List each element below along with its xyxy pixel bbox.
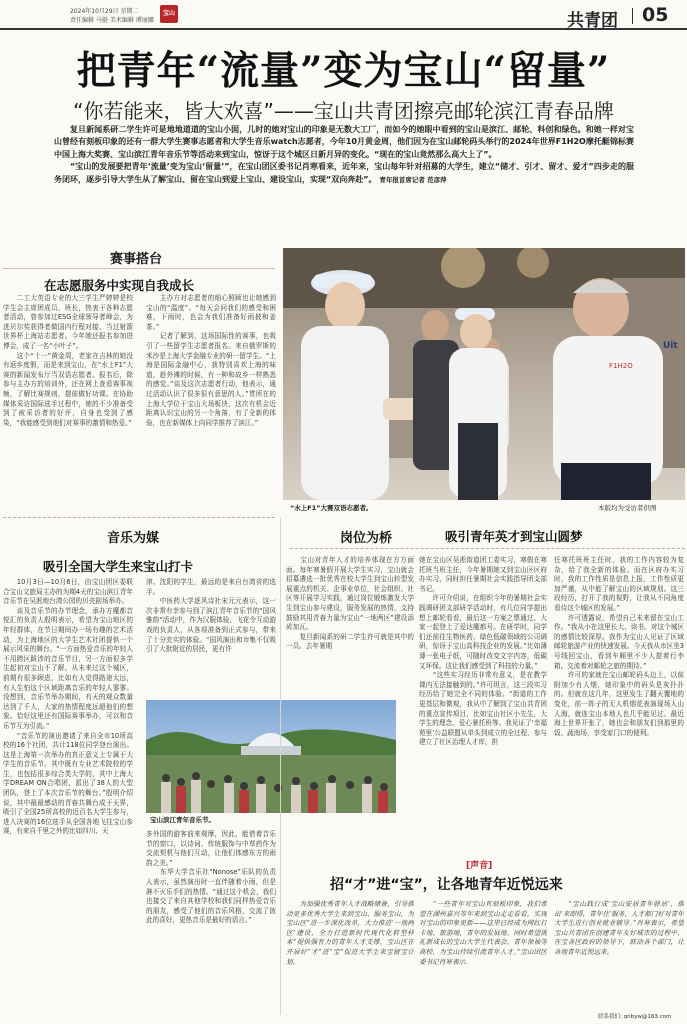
section-label-event: 赛事搭台 xyxy=(110,252,163,267)
editors-line: 责任编辑 马挺 美术编辑 谭丽娜 xyxy=(70,17,154,24)
sub-headline: “你若能来，皆大欢喜”——宝山共青团擦亮邮轮滨江青春品牌 xyxy=(73,99,614,123)
s1-column-2: 主办方对志愿者的细心照顾也让她感到宝山的“温度”。“每天会问我们的感受和困难，下雨时，也会为我们准备好雨披和姜茶。” 记者了解到，这场国际性的赛事，也吸引了一些留学生志愿者报名。来自俄罗斯的米沙是上海大学金融专业的研一留学生。“上海是国际金融中心，我特别喜欢上海的味道，趁外滩的时候，有一种和故乡一样熟悉的感觉。”谈及这次志愿者行动，他表示，通过活动认识了很多很有意思的人。”贯所在的上海大学位于宝山大场板块，这次有机会近距离认识宝山的另一个角落，有了全新的体验，也在新媒体上向同学推荐了滨江。” xyxy=(146,294,276,427)
subhead-music: 吸引全国大学生来宝山打卡 xyxy=(43,559,194,574)
music-festival-photo xyxy=(146,700,396,813)
lead-paragraph-2-text: “宝山的发展要把青年‘流量’变为宝山‘留量’”，在宝山团区委书记肖寒看来，近年来，宝山每年针对招募的大学生，建立“储才、引才、留才、爱才”四步走的服务闭环，逐步引导大学生从了解宝山、留在宝山到爱上宝山、建设宝山，实现“双向奔赴”。 xyxy=(54,162,634,184)
lead-paragraph-2 xyxy=(54,161,634,186)
voice-quote-2: “一些青年对宝山有刻板印象，我们希望在湖州嘉兴等年来到宝山走走看看，实现对宝山的印象更新——这里已经成为网红打卡地、旅游地，青年的发展地。同时希望挑礼新成长的宝山大学生代表会、青年领袖等高校，为宝山持续引流青年人才。”宝山团区委书记肖寒表示。 xyxy=(419,900,547,966)
section-2-top-rule xyxy=(3,517,275,518)
s3-column-2: 她在宝山区吴淞街道团工委实习，寒假在寒托班当班主任，今年暑期她又到宝山区区府办实习，同时担任暑期社会实践指导团支部书记。 许可介绍说，在组织今年的暑期社会实践调研团支部研学活动时，有几位同学提出想上邮轮看看，最后这一方案之票通过，大家一起登上了爱达魔都号。在研学时，同学们还前往生物医药、绿色低碳领域的公司调研，惊讶于宝山高科技企业的发展。”比如薄薄一张电子纸，可随时改变文字内容，低碳又环保。这让我们感受到了科技的力量。” “这些实习经历非常有意义，是在教学课内无法接触到的。”许可坦言，这三段实习经历给了她完全不同的体验。“街道的工作更基层和微观，我从中了解到了宝山共青团的重点宣传项目，比如宝山社区小先生，大学生的理念，爱心暑托班等。我见证了‘幸福苑里’公益联盟从单头到成立的全过程，参与建立了社区治理人才库，担 xyxy=(419,556,547,747)
s3-column-1: 宝山对青年人才的培养体现在方方面面。每年寒暑假开展大学生实习，宝山就会招募遴选一批优秀在校大学生到宝山转型发展重点的机关、企事业单位，社会组织、社区等开展学习实践，通过岗位锻炼激发大学生到宝山参与建设，服务发展的热情，支持鼓励其用青春力量为宝山“一地两区”建设添砖加瓦。 复旦新闻系的研二学生许可就是其中的一员。去年暑期 xyxy=(286,556,414,651)
shirt-logo-2: Uit xyxy=(663,341,678,351)
s1-column-1: 二工大英语专业的大三学生严婷婷是校学生会主席团成员、班长，热衷于各种志愿者活动，曾参加过ESG全球领导者峰会，为进贝尔奖获得者做国内行程对接，当过射箭世界杯上海站志愿者。今年她还报名参加进博会，成了一名“小叶子”。 这个“十一”黄金周，老家在吉林的她没有返乡度假，而是来到宝山，在“水上F1”大赛的新闻发布厅当双语志愿者。报名后，除参与主办方的培训外，还在网上查看赛事视频，了解比赛规则，提前做好功课。在协助媒体采访国际选手过程中，她的不少准备受到了被采访者的好评，自身也受到了感染，“我能感受到他们对赛事的激情和热爱。” xyxy=(3,294,133,427)
voice-title: 招“才”进“宝”，让各地青年近悦远来 xyxy=(330,877,563,893)
page-number: 05 xyxy=(642,4,669,26)
s3-column-3: 任寒托班班主任时，我的工作内容较为复杂，给了我全新的体验。而在区府办实习时，我的工作性质是信息上报，工作性质更加严谨，从中能了解宝山的区域规划。这三段经历，打开了我的视野，让我从不同角度看待这个城区的发展。” 许可透露说，希望自己未来留在宝山工作。“我从小在这里长大、读书。对这个城区的感情比较深厚。我作为宝山人见证了区域邮轮旅游产业的快速发展。今天我从市区坐3号线回宝山，看到车厢里不少人提着行李箱，交流着对邮轮之旅的期待。” 许可的家就在宝山邮轮码头边上，以前附加少有人烟，她印象中的码头是灰扑扑的。但就在这几年，这里发生了翻天覆地的变化，前一阵子的无人机烟花表演现场人山人海，就连宝山本地人也几乎能见过。最近海上世界开张了，她也会和朋友们到那里的饭、蔬南场，享受家门口的便利。 xyxy=(554,556,684,737)
s2-column-2-bottom: 多外国的游客前来观摩，因此，能借着音乐节的窗口，以诗词、传统服饰与中草药作为交流契机与他们互动，让他们体感东方的雨韵之美。” 东华大学音乐社“Nonose”乐队的负责人表示，虽然演出时一直伴随着小雨，但是淋不灭乐手们的热情。“通过这个机会，我们也接交了来自其他学校和我们同样热爱音乐的朋友，感受了他们的音乐风格，交流了彼此的喜好，更热音乐是最好的语言。” xyxy=(146,830,276,925)
date-line: 2024年10月29日 星期二 xyxy=(70,8,139,15)
masthead-bar xyxy=(0,0,687,30)
subhead-talent: 吸引青年英才到宝山圆梦 xyxy=(445,529,583,544)
music-festival-photo-art xyxy=(146,700,396,813)
main-headline: 把青年“流量”变为宝山“留量” xyxy=(76,48,611,94)
photo-2-caption: 宝山滨江青年音乐节。 xyxy=(150,816,215,824)
photo-1-caption: “水上F1”大赛双语志愿者。 xyxy=(290,504,373,512)
subhead-volunteer: 在志愿服务中实现自我成长 xyxy=(44,278,195,293)
section-label-post: 岗位为桥 xyxy=(340,531,393,546)
s2-column-2-top: 津、沈阳的学生，最远的是来自台湾省的选手。 中医药大学逐风诗社宋元元表示，这一次非常有幸参与到了滨江青年音乐节的“国风雅韵”活动中，作为汉服体验、飞花令互动游戏的负责人，从各项准备到正式参与，带来了十分充实的体验。“国风演出和市集不仅吸引了大批附近的居民，更有许 xyxy=(146,578,276,654)
section-1-rule xyxy=(3,268,275,269)
s2-column-1: 10月3日—10月6日，由宝山团区委联合宝山文旅局主办的为期4天的宝山滨江青年音乐节在吴淞炮台湾公园的贝壳剧场举办。 谈及音乐节的办节理念，承办方魔都音悦汇的负责人殷明表示，希望为宝山地区的年轻群体，在节日期间办一场有趣的艺术活动，为上海地区的大学生艺术社团提供一个展示风采的舞台。“一方面热爱音乐的年轻人不用跨区跋涉的音乐节目，另一方面很多学生起初对宝山不了解，从未来过这个城区，前期有很多顾虑，比如有人觉得路途太远，有人生怕这个区域距离音乐的年轻人寥寥。没想到，音乐节举办期间，有天的观众数量达到了千人，大家的热情程度远超他们的想象。恰好这里还有国际赛事举办，可以和音乐节互为引流。” “音乐节的演出邀请了来自全市10所高校的16个社团，共计118位同学登台演出。这是上海第一次举办的真正意义上专属于大学生的音乐节。其中既有专业艺术院校的学生，也包括很多综合类大学的，其中上海大学DREAM ON合唱团，派出了38人的大型团队，登上了本次音乐节的舞台。”殷明介绍说，其中最最感动的青春共舞台成于天界，吸引了全国25所高校的近百名大学生参与，进入决赛的16位选手从全国各地飞往宝山参赛，有来自千里之外的比如四川、天 xyxy=(3,578,133,836)
photo-credit: 本版均为受访者供图 xyxy=(598,504,657,512)
section-divider xyxy=(632,8,633,24)
section-name: 共青团 xyxy=(567,11,618,31)
section-label-music: 音乐为媒 xyxy=(107,531,160,546)
column-divider-1 xyxy=(280,517,281,1015)
footer-contact: 联系我们: qnbyw@163.com xyxy=(598,1014,672,1020)
volunteer-photo xyxy=(283,248,685,500)
voice-quote-1: 为加强优秀青年人才战略储备，引导推动更多优秀大学生来到宝山、服务宝山，为宝山区“进一步深化改革，大力推进‘一地两区’建设，全力打造新时代现代化转型样本”提供强有力的青年人才支撑，宝山区在开展好“才”进“宝”促进大学生来宝留宝计划。 xyxy=(286,900,414,966)
lead-box xyxy=(54,124,634,234)
masthead-logo xyxy=(160,5,178,23)
voice-quote-3: “宝山践行成‘宝山安居青年驿站’，推出‘来即得，青年住’服务，人才都门好对青年大学生进行创业就业辅导。”肖寒表示，希望宝山共青团在创建青年友好城市的过程中，在宝各区政府的领导下，联动各个部门，让各地青年近悦远来。 xyxy=(554,900,684,956)
volunteer-photo-art xyxy=(283,248,685,500)
masthead-logo-text: 宝山 xyxy=(162,10,175,17)
lead-paragraph-1: 复旦新闻系研二学生许可是地地道道的宝山小囡，儿时的她对宝山的印象是无数大工厂，而如今的她眼中看到的宝山是滨江、邮轮、科创和绿色。和她一样对宝山曾经有刻板印象的还有一群大学生赛事志愿者和大学生音乐watch志愿者，今年10月黄金周，他们因为在宝山邮轮码头举行的2024年世界F1H2O摩托艇锦标赛中国上海大奖赛、宝山滨江青年音乐节等活动来到宝山，惊讶于这个城区日新月异的变化。“现在的宝山竟然那么高大上了”。 xyxy=(54,125,634,159)
voice-tag: [声音] xyxy=(466,861,493,871)
section-3-rule xyxy=(290,548,685,549)
shirt-logo: F1H2O xyxy=(609,362,633,370)
lead-byline: 青年报首席记者 范彦萍 xyxy=(379,175,447,184)
